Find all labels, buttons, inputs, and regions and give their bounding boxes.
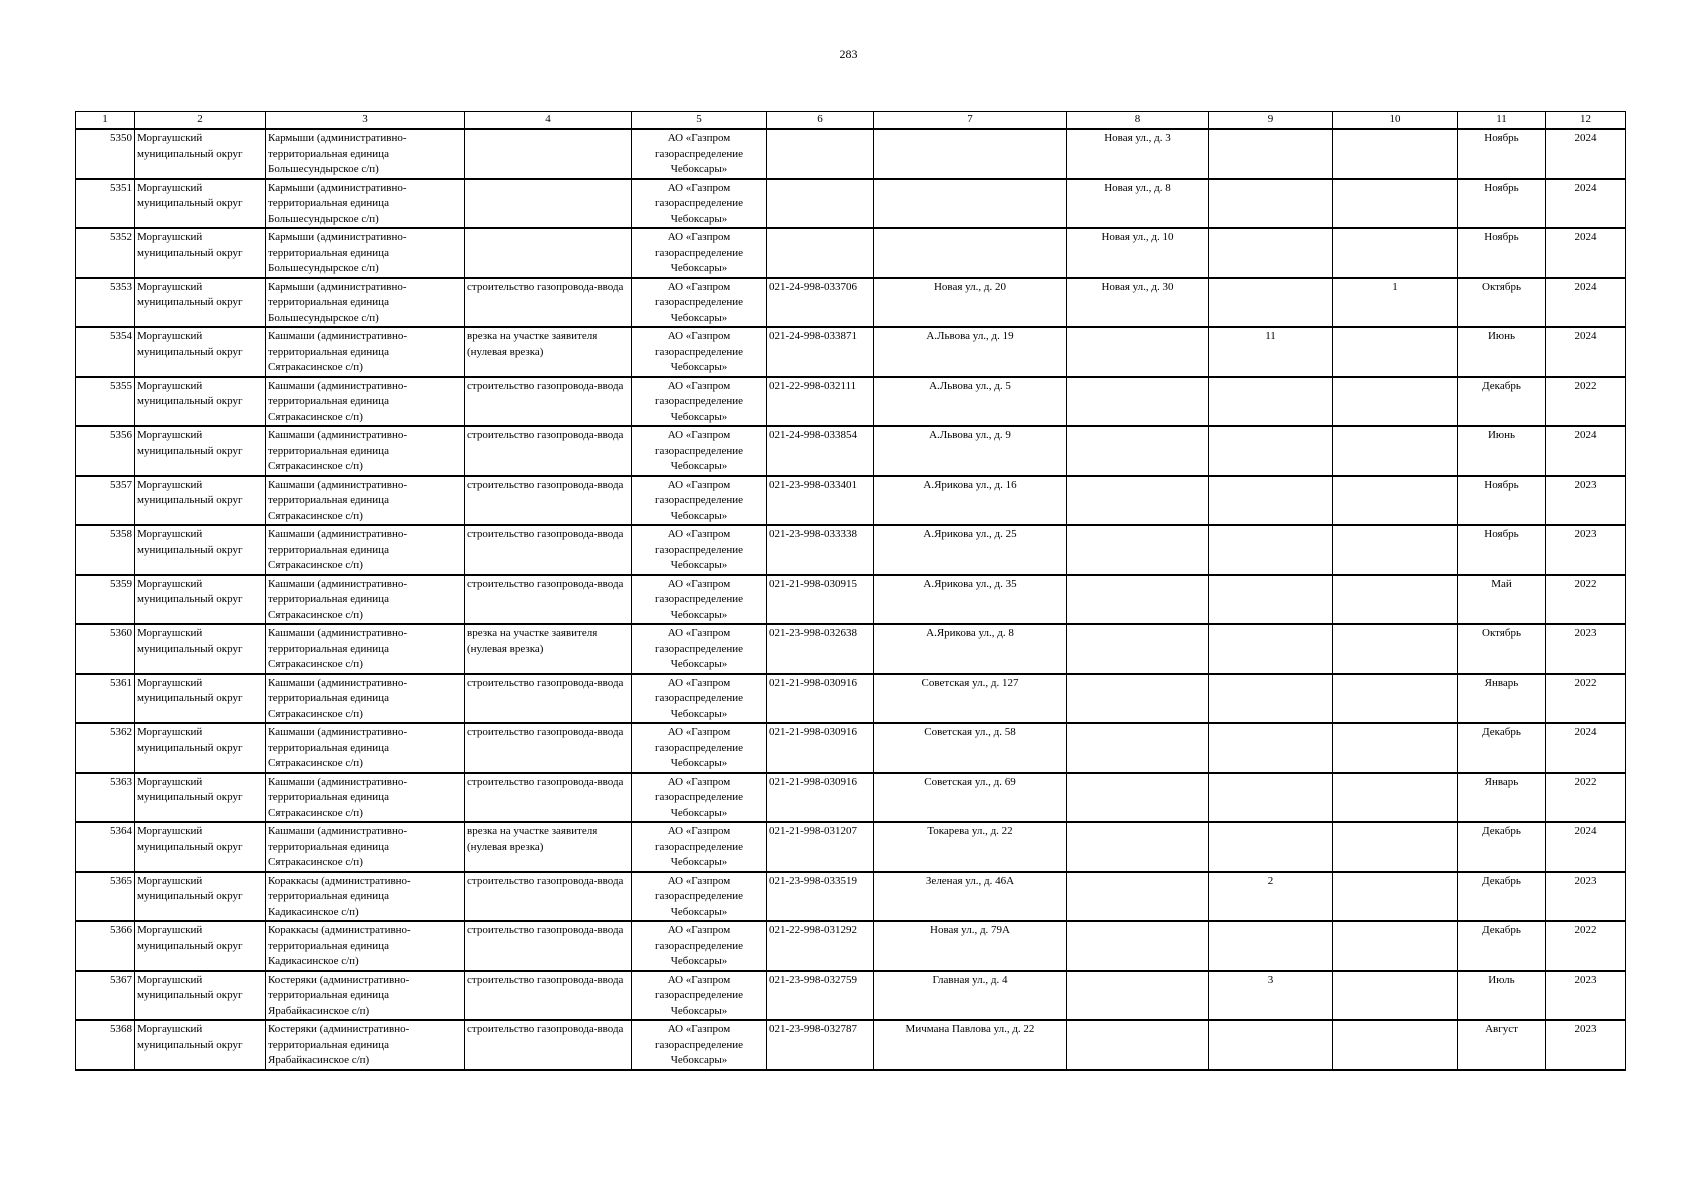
address-cell: [874, 129, 1067, 179]
table-row: [76, 971, 1626, 1021]
address-cell: А.Львова ул., д. 9: [874, 426, 1067, 476]
address-alt-cell: Новая ул., д. 3: [1067, 129, 1209, 179]
year-cell: 2024: [1546, 723, 1626, 773]
column-9-cell: [1209, 278, 1333, 328]
work-type-cell: строительство газопровода-ввода: [465, 921, 632, 971]
address-cell: Советская ул., д. 69: [874, 773, 1067, 823]
address-cell: Мичмана Павлова ул., д. 22: [874, 1020, 1067, 1070]
address-cell: А.Ярикова ул., д. 16: [874, 476, 1067, 526]
address-alt-cell: [1067, 971, 1209, 1021]
application-code-cell: 021-23-998-033338: [767, 525, 874, 575]
locality-cell: Кораккасы (административно-территориальная единица Кадикасинское с/п): [266, 921, 465, 971]
column-9-cell: [1209, 624, 1333, 674]
record-number: 5358: [76, 525, 135, 575]
column-header-3: 3: [266, 112, 465, 130]
district-cell: Моргаушский муниципальный округ: [135, 723, 266, 773]
locality-cell: Кораккасы (административно-территориальная единица Кадикасинское с/п): [266, 872, 465, 922]
month-cell: Август: [1458, 1020, 1546, 1070]
address-alt-cell: Новая ул., д. 8: [1067, 179, 1209, 229]
table-row: [76, 129, 1626, 179]
register-table: [75, 111, 1626, 1071]
locality-cell: Кашмаши (административно-территориальная единица Сятракасинское с/п): [266, 822, 465, 872]
column-10-cell: [1333, 624, 1458, 674]
district-cell: Моргаушский муниципальный округ: [135, 971, 266, 1021]
column-9-cell: [1209, 426, 1333, 476]
address-alt-cell: [1067, 476, 1209, 526]
table-row: [76, 278, 1626, 328]
column-header-8: 8: [1067, 112, 1209, 130]
column-9-cell: [1209, 723, 1333, 773]
table-row: [76, 179, 1626, 229]
work-type-cell: строительство газопровода-ввода: [465, 575, 632, 625]
column-9-cell: [1209, 179, 1333, 229]
organization-cell: АО «Газпром газораспределение Чебоксары»: [632, 129, 767, 179]
address-cell: Токарева ул., д. 22: [874, 822, 1067, 872]
record-number: 5365: [76, 872, 135, 922]
record-number: 5367: [76, 971, 135, 1021]
column-10-cell: [1333, 228, 1458, 278]
organization-cell: АО «Газпром газораспределение Чебоксары»: [632, 575, 767, 625]
table-row: [76, 476, 1626, 526]
address-alt-cell: [1067, 624, 1209, 674]
column-10-cell: [1333, 1020, 1458, 1070]
record-number: 5355: [76, 377, 135, 427]
column-10-cell: [1333, 773, 1458, 823]
locality-cell: Кармыши (административно-территориальная единица Большесундырское с/п): [266, 278, 465, 328]
year-cell: 2023: [1546, 525, 1626, 575]
address-alt-cell: [1067, 822, 1209, 872]
record-number: 5354: [76, 327, 135, 377]
district-cell: Моргаушский муниципальный округ: [135, 278, 266, 328]
application-code-cell: 021-21-998-030916: [767, 674, 874, 724]
table-row: [76, 921, 1626, 971]
locality-cell: Кашмаши (административно-территориальная единица Сятракасинское с/п): [266, 773, 465, 823]
column-10-cell: [1333, 575, 1458, 625]
month-cell: Июнь: [1458, 426, 1546, 476]
locality-cell: Кармыши (административно-территориальная единица Большесундырское с/п): [266, 228, 465, 278]
column-header-1: 1: [76, 112, 135, 130]
month-cell: Ноябрь: [1458, 228, 1546, 278]
column-10-cell: [1333, 674, 1458, 724]
column-9-cell: 3: [1209, 971, 1333, 1021]
address-cell: [874, 228, 1067, 278]
organization-cell: АО «Газпром газораспределение Чебоксары»: [632, 377, 767, 427]
district-cell: Моргаушский муниципальный округ: [135, 872, 266, 922]
application-code-cell: 021-21-998-030916: [767, 773, 874, 823]
address-cell: Советская ул., д. 127: [874, 674, 1067, 724]
work-type-cell: строительство газопровода-ввода: [465, 525, 632, 575]
locality-cell: Кармыши (административно-территориальная единица Большесундырское с/п): [266, 129, 465, 179]
organization-cell: АО «Газпром газораспределение Чебоксары»: [632, 872, 767, 922]
year-cell: 2024: [1546, 822, 1626, 872]
column-10-cell: [1333, 822, 1458, 872]
record-number: 5360: [76, 624, 135, 674]
column-9-cell: [1209, 1020, 1333, 1070]
organization-cell: АО «Газпром газораспределение Чебоксары»: [632, 1020, 767, 1070]
table-body: [76, 129, 1626, 1070]
district-cell: Моргаушский муниципальный округ: [135, 426, 266, 476]
address-cell: Главная ул., д. 4: [874, 971, 1067, 1021]
district-cell: Моргаушский муниципальный округ: [135, 624, 266, 674]
table-row: [76, 624, 1626, 674]
address-alt-cell: [1067, 327, 1209, 377]
year-cell: 2024: [1546, 426, 1626, 476]
record-number: 5362: [76, 723, 135, 773]
year-cell: 2024: [1546, 179, 1626, 229]
work-type-cell: строительство газопровода-ввода: [465, 377, 632, 427]
address-alt-cell: [1067, 575, 1209, 625]
table-row: [76, 1020, 1626, 1070]
address-cell: А.Ярикова ул., д. 25: [874, 525, 1067, 575]
organization-cell: АО «Газпром газораспределение Чебоксары»: [632, 773, 767, 823]
column-9-cell: [1209, 575, 1333, 625]
application-code-cell: [767, 228, 874, 278]
application-code-cell: 021-21-998-031207: [767, 822, 874, 872]
month-cell: Октябрь: [1458, 278, 1546, 328]
record-number: 5363: [76, 773, 135, 823]
table-header: [76, 112, 1626, 130]
work-type-cell: строительство газопровода-ввода: [465, 674, 632, 724]
column-header-12: 12: [1546, 112, 1626, 130]
address-alt-cell: [1067, 525, 1209, 575]
month-cell: Ноябрь: [1458, 476, 1546, 526]
organization-cell: АО «Газпром газораспределение Чебоксары»: [632, 822, 767, 872]
year-cell: 2022: [1546, 674, 1626, 724]
district-cell: Моргаушский муниципальный округ: [135, 921, 266, 971]
application-code-cell: 021-22-998-032111: [767, 377, 874, 427]
organization-cell: АО «Газпром газораспределение Чебоксары»: [632, 179, 767, 229]
work-type-cell: строительство газопровода-ввода: [465, 1020, 632, 1070]
work-type-cell: строительство газопровода-ввода: [465, 723, 632, 773]
column-9-cell: [1209, 674, 1333, 724]
table-row: [76, 723, 1626, 773]
address-alt-cell: [1067, 426, 1209, 476]
address-alt-cell: [1067, 723, 1209, 773]
table-row: [76, 327, 1626, 377]
work-type-cell: строительство газопровода-ввода: [465, 773, 632, 823]
record-number: 5361: [76, 674, 135, 724]
work-type-cell: строительство газопровода-ввода: [465, 476, 632, 526]
organization-cell: АО «Газпром газораспределение Чебоксары»: [632, 971, 767, 1021]
address-cell: Новая ул., д. 20: [874, 278, 1067, 328]
table-row: [76, 525, 1626, 575]
work-type-cell: врезка на участке заявителя (нулевая врезка): [465, 327, 632, 377]
organization-cell: АО «Газпром газораспределение Чебоксары»: [632, 674, 767, 724]
application-code-cell: 021-23-998-032787: [767, 1020, 874, 1070]
address-alt-cell: [1067, 773, 1209, 823]
locality-cell: Костеряки (административно-территориальная единица Ярабайкасинское с/п): [266, 971, 465, 1021]
organization-cell: АО «Газпром газораспределение Чебоксары»: [632, 624, 767, 674]
column-header-10: 10: [1333, 112, 1458, 130]
organization-cell: АО «Газпром газораспределение Чебоксары»: [632, 228, 767, 278]
column-10-cell: [1333, 476, 1458, 526]
district-cell: Моргаушский муниципальный округ: [135, 822, 266, 872]
column-10-cell: [1333, 377, 1458, 427]
month-cell: Октябрь: [1458, 624, 1546, 674]
month-cell: Июль: [1458, 971, 1546, 1021]
month-cell: Ноябрь: [1458, 179, 1546, 229]
table-row: [76, 377, 1626, 427]
month-cell: Декабрь: [1458, 822, 1546, 872]
application-code-cell: 021-24-998-033854: [767, 426, 874, 476]
column-9-cell: [1209, 228, 1333, 278]
work-type-cell: строительство газопровода-ввода: [465, 426, 632, 476]
year-cell: 2022: [1546, 377, 1626, 427]
locality-cell: Кашмаши (административно-территориальная единица Сятракасинское с/п): [266, 327, 465, 377]
header-row: [76, 112, 1626, 130]
table-row: [76, 228, 1626, 278]
address-alt-cell: [1067, 921, 1209, 971]
application-code-cell: 021-21-998-030916: [767, 723, 874, 773]
table-row: [76, 773, 1626, 823]
column-10-cell: 1: [1333, 278, 1458, 328]
column-10-cell: [1333, 723, 1458, 773]
district-cell: Моргаушский муниципальный округ: [135, 228, 266, 278]
column-10-cell: [1333, 525, 1458, 575]
district-cell: Моргаушский муниципальный округ: [135, 575, 266, 625]
application-code-cell: 021-24-998-033706: [767, 278, 874, 328]
column-10-cell: [1333, 327, 1458, 377]
application-code-cell: 021-23-998-033401: [767, 476, 874, 526]
locality-cell: Кашмаши (административно-территориальная единица Сятракасинское с/п): [266, 674, 465, 724]
month-cell: Июнь: [1458, 327, 1546, 377]
locality-cell: Кашмаши (административно-территориальная единица Сятракасинское с/п): [266, 377, 465, 427]
year-cell: 2024: [1546, 327, 1626, 377]
district-cell: Моргаушский муниципальный округ: [135, 129, 266, 179]
organization-cell: АО «Газпром газораспределение Чебоксары»: [632, 278, 767, 328]
column-9-cell: [1209, 773, 1333, 823]
organization-cell: АО «Газпром газораспределение Чебоксары»: [632, 921, 767, 971]
work-type-cell: строительство газопровода-ввода: [465, 872, 632, 922]
application-code-cell: 021-23-998-032759: [767, 971, 874, 1021]
work-type-cell: [465, 129, 632, 179]
record-number: 5353: [76, 278, 135, 328]
address-alt-cell: [1067, 377, 1209, 427]
column-10-cell: [1333, 971, 1458, 1021]
application-code-cell: [767, 179, 874, 229]
month-cell: Ноябрь: [1458, 129, 1546, 179]
application-code-cell: 021-23-998-033519: [767, 872, 874, 922]
district-cell: Моргаушский муниципальный округ: [135, 1020, 266, 1070]
column-10-cell: [1333, 426, 1458, 476]
locality-cell: Кашмаши (административно-территориальная единица Сятракасинское с/п): [266, 575, 465, 625]
locality-cell: Кашмаши (административно-территориальная единица Сятракасинское с/п): [266, 624, 465, 674]
record-number: 5368: [76, 1020, 135, 1070]
record-number: 5352: [76, 228, 135, 278]
table-row: [76, 872, 1626, 922]
year-cell: 2022: [1546, 575, 1626, 625]
record-number: 5350: [76, 129, 135, 179]
month-cell: Декабрь: [1458, 872, 1546, 922]
year-cell: 2024: [1546, 228, 1626, 278]
address-alt-cell: Новая ул., д. 30: [1067, 278, 1209, 328]
address-cell: А.Львова ул., д. 19: [874, 327, 1067, 377]
locality-cell: Кашмаши (административно-территориальная единица Сятракасинское с/п): [266, 426, 465, 476]
work-type-cell: врезка на участке заявителя (нулевая врезка): [465, 624, 632, 674]
month-cell: Декабрь: [1458, 921, 1546, 971]
work-type-cell: строительство газопровода-ввода: [465, 278, 632, 328]
column-9-cell: [1209, 822, 1333, 872]
month-cell: Декабрь: [1458, 723, 1546, 773]
year-cell: 2023: [1546, 1020, 1626, 1070]
district-cell: Моргаушский муниципальный округ: [135, 525, 266, 575]
record-number: 5359: [76, 575, 135, 625]
district-cell: Моргаушский муниципальный округ: [135, 377, 266, 427]
page-number: 283: [839, 47, 858, 61]
column-header-11: 11: [1458, 112, 1546, 130]
record-number: 5357: [76, 476, 135, 526]
address-cell: А.Ярикова ул., д. 8: [874, 624, 1067, 674]
column-9-cell: 2: [1209, 872, 1333, 922]
year-cell: 2022: [1546, 921, 1626, 971]
year-cell: 2023: [1546, 476, 1626, 526]
locality-cell: Костеряки (административно-территориальная единица Ярабайкасинское с/п): [266, 1020, 465, 1070]
work-type-cell: врезка на участке заявителя (нулевая врезка): [465, 822, 632, 872]
address-alt-cell: [1067, 674, 1209, 724]
column-10-cell: [1333, 179, 1458, 229]
district-cell: Моргаушский муниципальный округ: [135, 327, 266, 377]
record-number: 5366: [76, 921, 135, 971]
month-cell: Январь: [1458, 674, 1546, 724]
organization-cell: АО «Газпром газораспределение Чебоксары»: [632, 426, 767, 476]
month-cell: Ноябрь: [1458, 525, 1546, 575]
column-header-2: 2: [135, 112, 266, 130]
column-10-cell: [1333, 921, 1458, 971]
record-number: 5356: [76, 426, 135, 476]
column-header-6: 6: [767, 112, 874, 130]
organization-cell: АО «Газпром газораспределение Чебоксары»: [632, 723, 767, 773]
district-cell: Моргаушский муниципальный округ: [135, 179, 266, 229]
application-code-cell: 021-23-998-032638: [767, 624, 874, 674]
district-cell: Моргаушский муниципальный округ: [135, 674, 266, 724]
column-10-cell: [1333, 129, 1458, 179]
work-type-cell: [465, 228, 632, 278]
address-cell: Советская ул., д. 58: [874, 723, 1067, 773]
locality-cell: Кашмаши (административно-территориальная единица Сятракасинское с/п): [266, 723, 465, 773]
application-code-cell: [767, 129, 874, 179]
work-type-cell: строительство газопровода-ввода: [465, 971, 632, 1021]
application-code-cell: 021-22-998-031292: [767, 921, 874, 971]
district-cell: Моргаушский муниципальный округ: [135, 773, 266, 823]
locality-cell: Кашмаши (административно-территориальная единица Сятракасинское с/п): [266, 525, 465, 575]
organization-cell: АО «Газпром газораспределение Чебоксары»: [632, 476, 767, 526]
year-cell: 2023: [1546, 872, 1626, 922]
application-code-cell: 021-21-998-030915: [767, 575, 874, 625]
column-header-9: 9: [1209, 112, 1333, 130]
organization-cell: АО «Газпром газораспределение Чебоксары»: [632, 525, 767, 575]
table-row: [76, 674, 1626, 724]
column-header-5: 5: [632, 112, 767, 130]
record-number: 5351: [76, 179, 135, 229]
organization-cell: АО «Газпром газораспределение Чебоксары»: [632, 327, 767, 377]
district-cell: Моргаушский муниципальный округ: [135, 476, 266, 526]
column-9-cell: [1209, 129, 1333, 179]
column-header-4: 4: [465, 112, 632, 130]
address-cell: А.Львова ул., д. 5: [874, 377, 1067, 427]
address-alt-cell: [1067, 872, 1209, 922]
year-cell: 2023: [1546, 971, 1626, 1021]
month-cell: Май: [1458, 575, 1546, 625]
table-row: [76, 575, 1626, 625]
address-cell: А.Ярикова ул., д. 35: [874, 575, 1067, 625]
month-cell: Январь: [1458, 773, 1546, 823]
month-cell: Декабрь: [1458, 377, 1546, 427]
address-cell: Новая ул., д. 79А: [874, 921, 1067, 971]
locality-cell: Кармыши (административно-территориальная единица Большесундырское с/п): [266, 179, 465, 229]
table-row: [76, 822, 1626, 872]
column-9-cell: [1209, 525, 1333, 575]
year-cell: 2022: [1546, 773, 1626, 823]
column-9-cell: [1209, 377, 1333, 427]
year-cell: 2024: [1546, 129, 1626, 179]
address-alt-cell: Новая ул., д. 10: [1067, 228, 1209, 278]
application-code-cell: 021-24-998-033871: [767, 327, 874, 377]
column-10-cell: [1333, 872, 1458, 922]
year-cell: 2024: [1546, 278, 1626, 328]
column-9-cell: [1209, 921, 1333, 971]
record-number: 5364: [76, 822, 135, 872]
locality-cell: Кашмаши (административно-территориальная единица Сятракасинское с/п): [266, 476, 465, 526]
table-row: [76, 426, 1626, 476]
address-cell: [874, 179, 1067, 229]
address-cell: Зеленая ул., д. 46А: [874, 872, 1067, 922]
address-alt-cell: [1067, 1020, 1209, 1070]
column-header-7: 7: [874, 112, 1067, 130]
work-type-cell: [465, 179, 632, 229]
year-cell: 2023: [1546, 624, 1626, 674]
column-9-cell: [1209, 476, 1333, 526]
column-9-cell: 11: [1209, 327, 1333, 377]
